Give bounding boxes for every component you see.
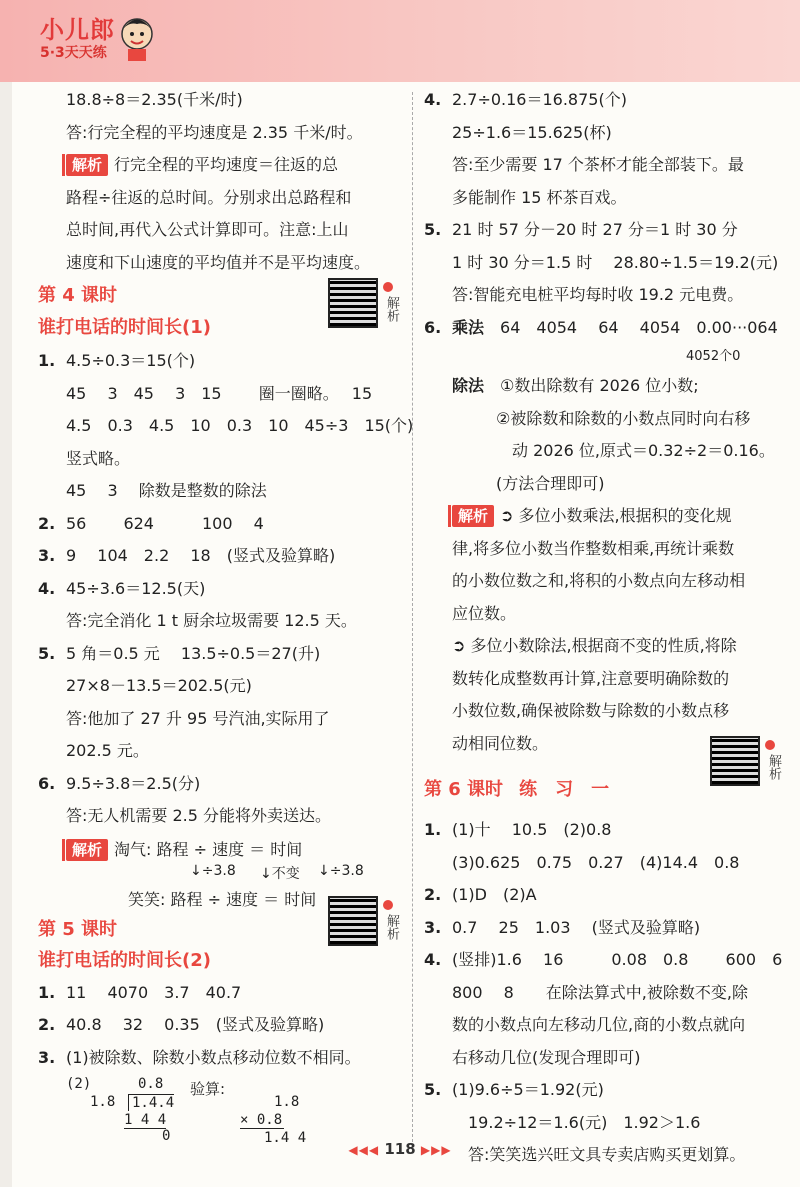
answer-line: 答:完全消化 1 t 厨余垃圾需要 12.5 天。 (66, 611, 357, 630)
play-icon (765, 740, 775, 750)
zero-count-note: 4052个0 (686, 349, 741, 364)
lesson-title: 练 习 一 (519, 779, 610, 800)
answer-line: 19.2÷12＝1.6(元) 1.92＞1.6 (452, 1112, 701, 1132)
answer-line: 答:笑笑选兴旺文具专卖店购买更划算。 (452, 1145, 746, 1164)
answer-text: 4.5÷0.3＝15(个) (66, 351, 196, 370)
partial-product: 1 4 4 (124, 1112, 167, 1128)
answer-line (38, 977, 400, 1010)
analysis-line: 律,将多位小数当作整数相乘,再统计乘数 (452, 538, 735, 558)
next-arrows-icon: ▶▶▶ (420, 1143, 452, 1157)
diagram-row-2: 笑笑: 路程 ÷ 速度 ＝ 时间 (128, 889, 317, 909)
answer-line: 答:智能充电桩平均每时收 19.2 元电费。 (452, 285, 744, 304)
binding-strip (0, 82, 12, 1187)
remainder: 0 (162, 1128, 171, 1144)
play-icon (383, 282, 393, 292)
analysis-line: 动相同位数。 (452, 733, 549, 753)
left-column (38, 84, 414, 1146)
answer-line: 4.5 0.3 4.5 10 0.3 10 45÷3 15(个) (66, 416, 414, 435)
question-number: 1. (38, 351, 56, 370)
answer-line (38, 1009, 400, 1042)
qr-code-icon[interactable] (710, 736, 760, 786)
answer-line (424, 944, 784, 977)
series-name: 5·3天天练 (40, 45, 107, 61)
question-number: 3. (38, 546, 56, 565)
question-number: 3. (424, 917, 442, 937)
answer-text: 21 时 57 分－20 时 27 分＝1 时 30 分 (452, 220, 738, 239)
question-number: 2. (424, 885, 442, 904)
answer-text: 56 624 100 4 (66, 513, 264, 533)
answer-line: ②被除数和除数的小数点同时向右移 (496, 408, 751, 428)
answer-line (38, 573, 400, 606)
answer-line: 202.5 元。 (66, 741, 149, 760)
answer-text: 9 104 2.2 18 (竖式及验算略) (66, 546, 336, 565)
method-label: 乘法 (452, 317, 485, 337)
answer-line (424, 814, 784, 847)
long-division (38, 1074, 400, 1146)
answer-line (424, 214, 784, 247)
analysis-line: 应位数。 (452, 603, 517, 623)
question-number: 2. (38, 513, 56, 533)
answer-line: 右移动几位(发现合理即可) (452, 1047, 641, 1067)
answer-line: 45 3 45 3 15 圈一圈略。 15 (66, 383, 373, 403)
answer-line: 答:至少需要 17 个茶杯才能全部装下。最 (452, 155, 744, 174)
column-divider (412, 92, 413, 1142)
question-number: 5. (38, 643, 56, 663)
analysis-text: ➲ 多位小数乘法,根据积的变化规 (500, 506, 732, 525)
analysis-text: 行完全程的平均速度＝往返的总 (114, 155, 339, 174)
product: 1.4 4 (264, 1130, 307, 1146)
divisor: 1.8 (90, 1094, 116, 1110)
text-line: 总时间,再代入公式计算即可。注意:上山 (66, 220, 349, 239)
analysis-tag: 解析 (66, 154, 108, 176)
answer-text: (1)十 10.5 (2)0.8 (452, 820, 612, 839)
analysis-line (38, 149, 400, 182)
lesson-label: 第 5 课时 (38, 918, 118, 940)
diagram-arrow-3: ↓÷3.8 (318, 862, 364, 879)
qr-label: 解析 (384, 914, 399, 940)
question-number: 2. (38, 1015, 56, 1034)
answer-line (38, 540, 400, 573)
answer-text: 40.8 32 0.35 (竖式及验算略) (66, 1015, 325, 1034)
method-label: 除法 (452, 376, 485, 395)
answer-text: 64 4054 64 4054 0.00···064 (500, 317, 778, 337)
question-number: 4. (424, 950, 442, 969)
text-line: 答:行完全程的平均速度是 2.35 千米/时。 (66, 122, 363, 142)
qr-code-icon[interactable] (328, 896, 378, 946)
answer-text: 45÷3.6＝12.5(天) (66, 578, 206, 598)
lesson-title: 谁打电话的时间长(2) (38, 949, 211, 971)
answer-line (424, 84, 784, 117)
answer-line: 27×8－13.5＝202.5(元) (66, 676, 252, 695)
analysis-line (424, 500, 784, 533)
answer-text: (1)被除数、除数小数点移动位数不相同。 (66, 1047, 361, 1067)
question-number: 1. (424, 820, 442, 839)
answer-line (38, 345, 400, 378)
answer-line: 多能制作 15 杯茶百戏。 (452, 187, 627, 207)
text-line: 路程÷往返的总时间。分别求出总路程和 (66, 187, 352, 207)
page-footer (0, 1140, 800, 1158)
analysis-tag: 解析 (66, 839, 108, 861)
answer-text: 5 角＝0.5 元 13.5÷0.5＝27(升) (66, 643, 321, 663)
answer-line (424, 370, 784, 403)
answer-line: 800 8 在除法算式中,被除数不变,除 (452, 982, 748, 1002)
answer-line: 数的小数点向左移动几位,商的小数点就向 (452, 1015, 746, 1034)
answer-line (424, 912, 784, 945)
diagram-arrow-1: ↓÷3.8 (190, 862, 236, 879)
diagram-row-1: 淘气: 路程 ÷ 速度 ＝ 时间 (114, 839, 303, 859)
answer-line (38, 508, 400, 541)
check-label: 验算: (190, 1080, 226, 1098)
answer-line: 动 2026 位,原式＝0.32÷2＝0.16。 (512, 441, 775, 460)
answer-line: 答:他加了 27 升 95 号汽油,实际用了 (66, 708, 330, 728)
question-number: 4. (424, 90, 442, 109)
analysis-line (66, 837, 302, 861)
page-header (0, 0, 800, 82)
answer-line: (3)0.625 0.75 0.27 (4)14.4 0.8 (452, 852, 740, 872)
question-number: 1. (38, 982, 56, 1002)
brand-logo (40, 16, 115, 62)
answer-line: (方法合理即可) (496, 473, 605, 493)
answer-text: ①数出除数有 2026 位小数; (500, 376, 699, 395)
qr-label: 解析 (384, 296, 399, 322)
multiplier: × 0.8 (240, 1112, 283, 1128)
answer-line (424, 1074, 784, 1107)
answer-line: 竖式略。 (66, 448, 131, 468)
lesson-5-title (38, 945, 400, 977)
diagram-arrow-2: ↓不变 (260, 865, 300, 882)
page-number: 118 (384, 1140, 416, 1158)
answer-line (38, 1042, 400, 1075)
analysis-tag: 解析 (452, 505, 494, 527)
analysis-line: 小数位数,确保被除数与除数的小数点移 (452, 701, 730, 720)
answer-line: 答:无人机需要 2.5 分能将外卖送达。 (66, 806, 332, 825)
analysis-line: 的小数位数之和,将积的小数点向左移动相 (452, 571, 746, 590)
sub-question-label: (2) (66, 1076, 92, 1092)
question-number: 3. (38, 1047, 56, 1067)
lesson-label: 第 6 课时 (424, 779, 504, 800)
answer-text: 11 4070 3.7 40.7 (66, 982, 242, 1002)
answer-line (424, 312, 784, 345)
mascot-icon (118, 14, 156, 62)
answer-line (424, 879, 784, 912)
answer-line (38, 638, 400, 671)
analysis-line: 数转化成整数再计算,注意要明确除数的 (452, 668, 730, 688)
answer-text: (1)D (2)A (452, 885, 537, 904)
question-number: 6. (424, 317, 442, 337)
dividend: 1.4.4 (128, 1094, 174, 1111)
answer-text: (竖排)1.6 16 0.08 0.8 600 6 (452, 950, 783, 969)
text-line: 速度和下山速度的平均值并不是平均速度。 (66, 252, 371, 272)
question-number: 5. (424, 220, 442, 239)
brand-name: 小儿郎 (40, 16, 115, 44)
lesson-label: 第 4 课时 (38, 285, 118, 306)
qr-code-icon[interactable] (328, 278, 378, 328)
answer-text: 9.5÷3.8＝2.5(分) (66, 773, 201, 793)
question-number: 6. (38, 773, 56, 793)
question-number: 4. (38, 578, 56, 598)
answer-line: 1 时 30 分＝1.5 时 28.80÷1.5＝19.2(元) (452, 252, 779, 272)
prev-arrows-icon: ◀◀◀ (348, 1143, 380, 1157)
lesson-title: 谁打电话的时间长(1) (38, 317, 211, 338)
answer-line (38, 768, 400, 801)
answer-text: (1)9.6÷5＝1.92(元) (452, 1080, 604, 1099)
answer-line: 45 3 除数是整数的除法 (66, 481, 267, 500)
analysis-line: ➲ 多位小数除法,根据商不变的性质,将除 (452, 636, 737, 655)
qr-label: 解析 (766, 754, 781, 780)
answer-text: 2.7÷0.16＝16.875(个) (452, 90, 627, 109)
answer-line: 25÷1.6＝15.625(杯) (452, 122, 612, 142)
text-line: 18.8÷8＝2.35(千米/时) (66, 90, 243, 109)
right-column (424, 84, 784, 1172)
answer-text: 0.7 25 1.03 (竖式及验算略) (452, 917, 701, 937)
question-number: 5. (424, 1080, 442, 1099)
multiplicand: 1.8 (274, 1094, 300, 1110)
play-icon (383, 900, 393, 910)
quotient: 0.8 (138, 1076, 164, 1092)
